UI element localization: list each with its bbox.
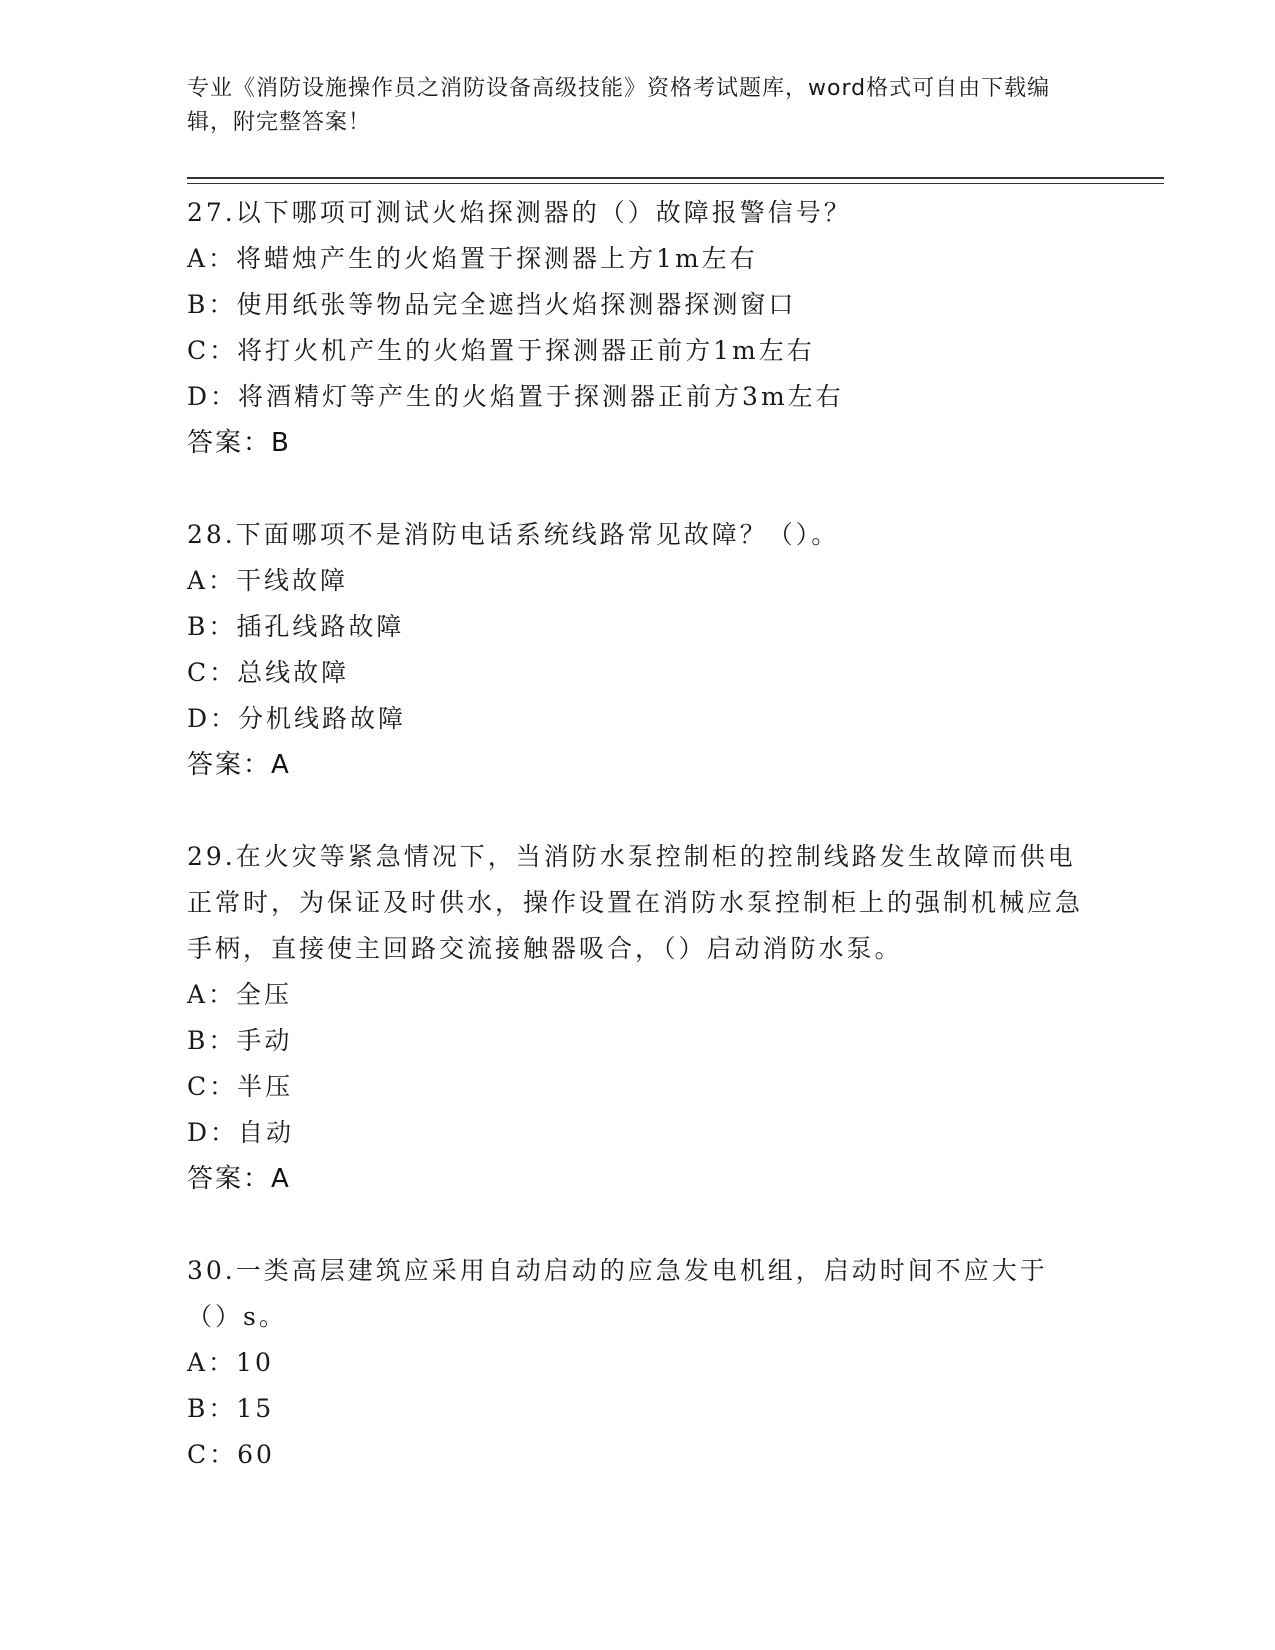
- option-d: D：将酒精灯等产生的火焰置于探测器正前方3m左右: [187, 382, 844, 411]
- answer-line: 答案：A: [187, 1164, 291, 1194]
- header-divider-thick: [187, 177, 1164, 179]
- header-divider-thin: [187, 183, 1164, 184]
- option-c: C：将打火机产生的火焰置于探测器正前方1m左右: [187, 336, 815, 365]
- document-header: 专业《消防设施操作员之消防设备高级技能》资格考试题库，word格式可自由下载编辑，附完整答案！: [187, 76, 1051, 135]
- question-stem: 29.在火灾等紧急情况下，当消防水泵控制柜的控制线路发生故障而供电正常时，为保证及时供水，操作设置在消防水泵控制柜上的强制机械应急手柄，直接使主回路交流接触器吸合，（）启动消防水泵。: [187, 842, 1084, 963]
- question-stem: 27.以下哪项可测试火焰探测器的（）故障报警信号？: [187, 198, 852, 227]
- option-b: B：插孔线路故障: [187, 612, 405, 641]
- option-a: A：干线故障: [187, 566, 349, 595]
- option-c: C：60: [187, 1440, 275, 1469]
- question-stem: 28.下面哪项不是消防电话系统线路常见故障？（）。: [187, 520, 840, 549]
- option-c: C：半压: [187, 1072, 294, 1101]
- option-d: D：自动: [187, 1118, 295, 1147]
- option-a: A：10: [187, 1348, 274, 1377]
- option-b: B：使用纸张等物品完全遮挡火焰探测器探测窗口: [187, 290, 797, 319]
- answer-line: 答案：A: [187, 750, 291, 780]
- question-29: [187, 834, 1087, 1202]
- question-list: [187, 190, 1087, 1524]
- option-a: A：全压: [187, 980, 293, 1009]
- question-30: [187, 1248, 1087, 1478]
- question-28: [187, 512, 1087, 788]
- question-stem: 30.一类高层建筑应采用自动启动的应急发电机组，启动时间不应大于（）s。: [187, 1256, 1048, 1331]
- option-a: A：将蜡烛产生的火焰置于探测器上方1m左右: [187, 244, 758, 273]
- option-b: B：15: [187, 1394, 275, 1423]
- option-d: D：分机线路故障: [187, 704, 407, 733]
- question-27: [187, 190, 1087, 466]
- option-b: B：手动: [187, 1026, 293, 1055]
- option-c: C：总线故障: [187, 658, 350, 687]
- answer-line: 答案：B: [187, 428, 291, 458]
